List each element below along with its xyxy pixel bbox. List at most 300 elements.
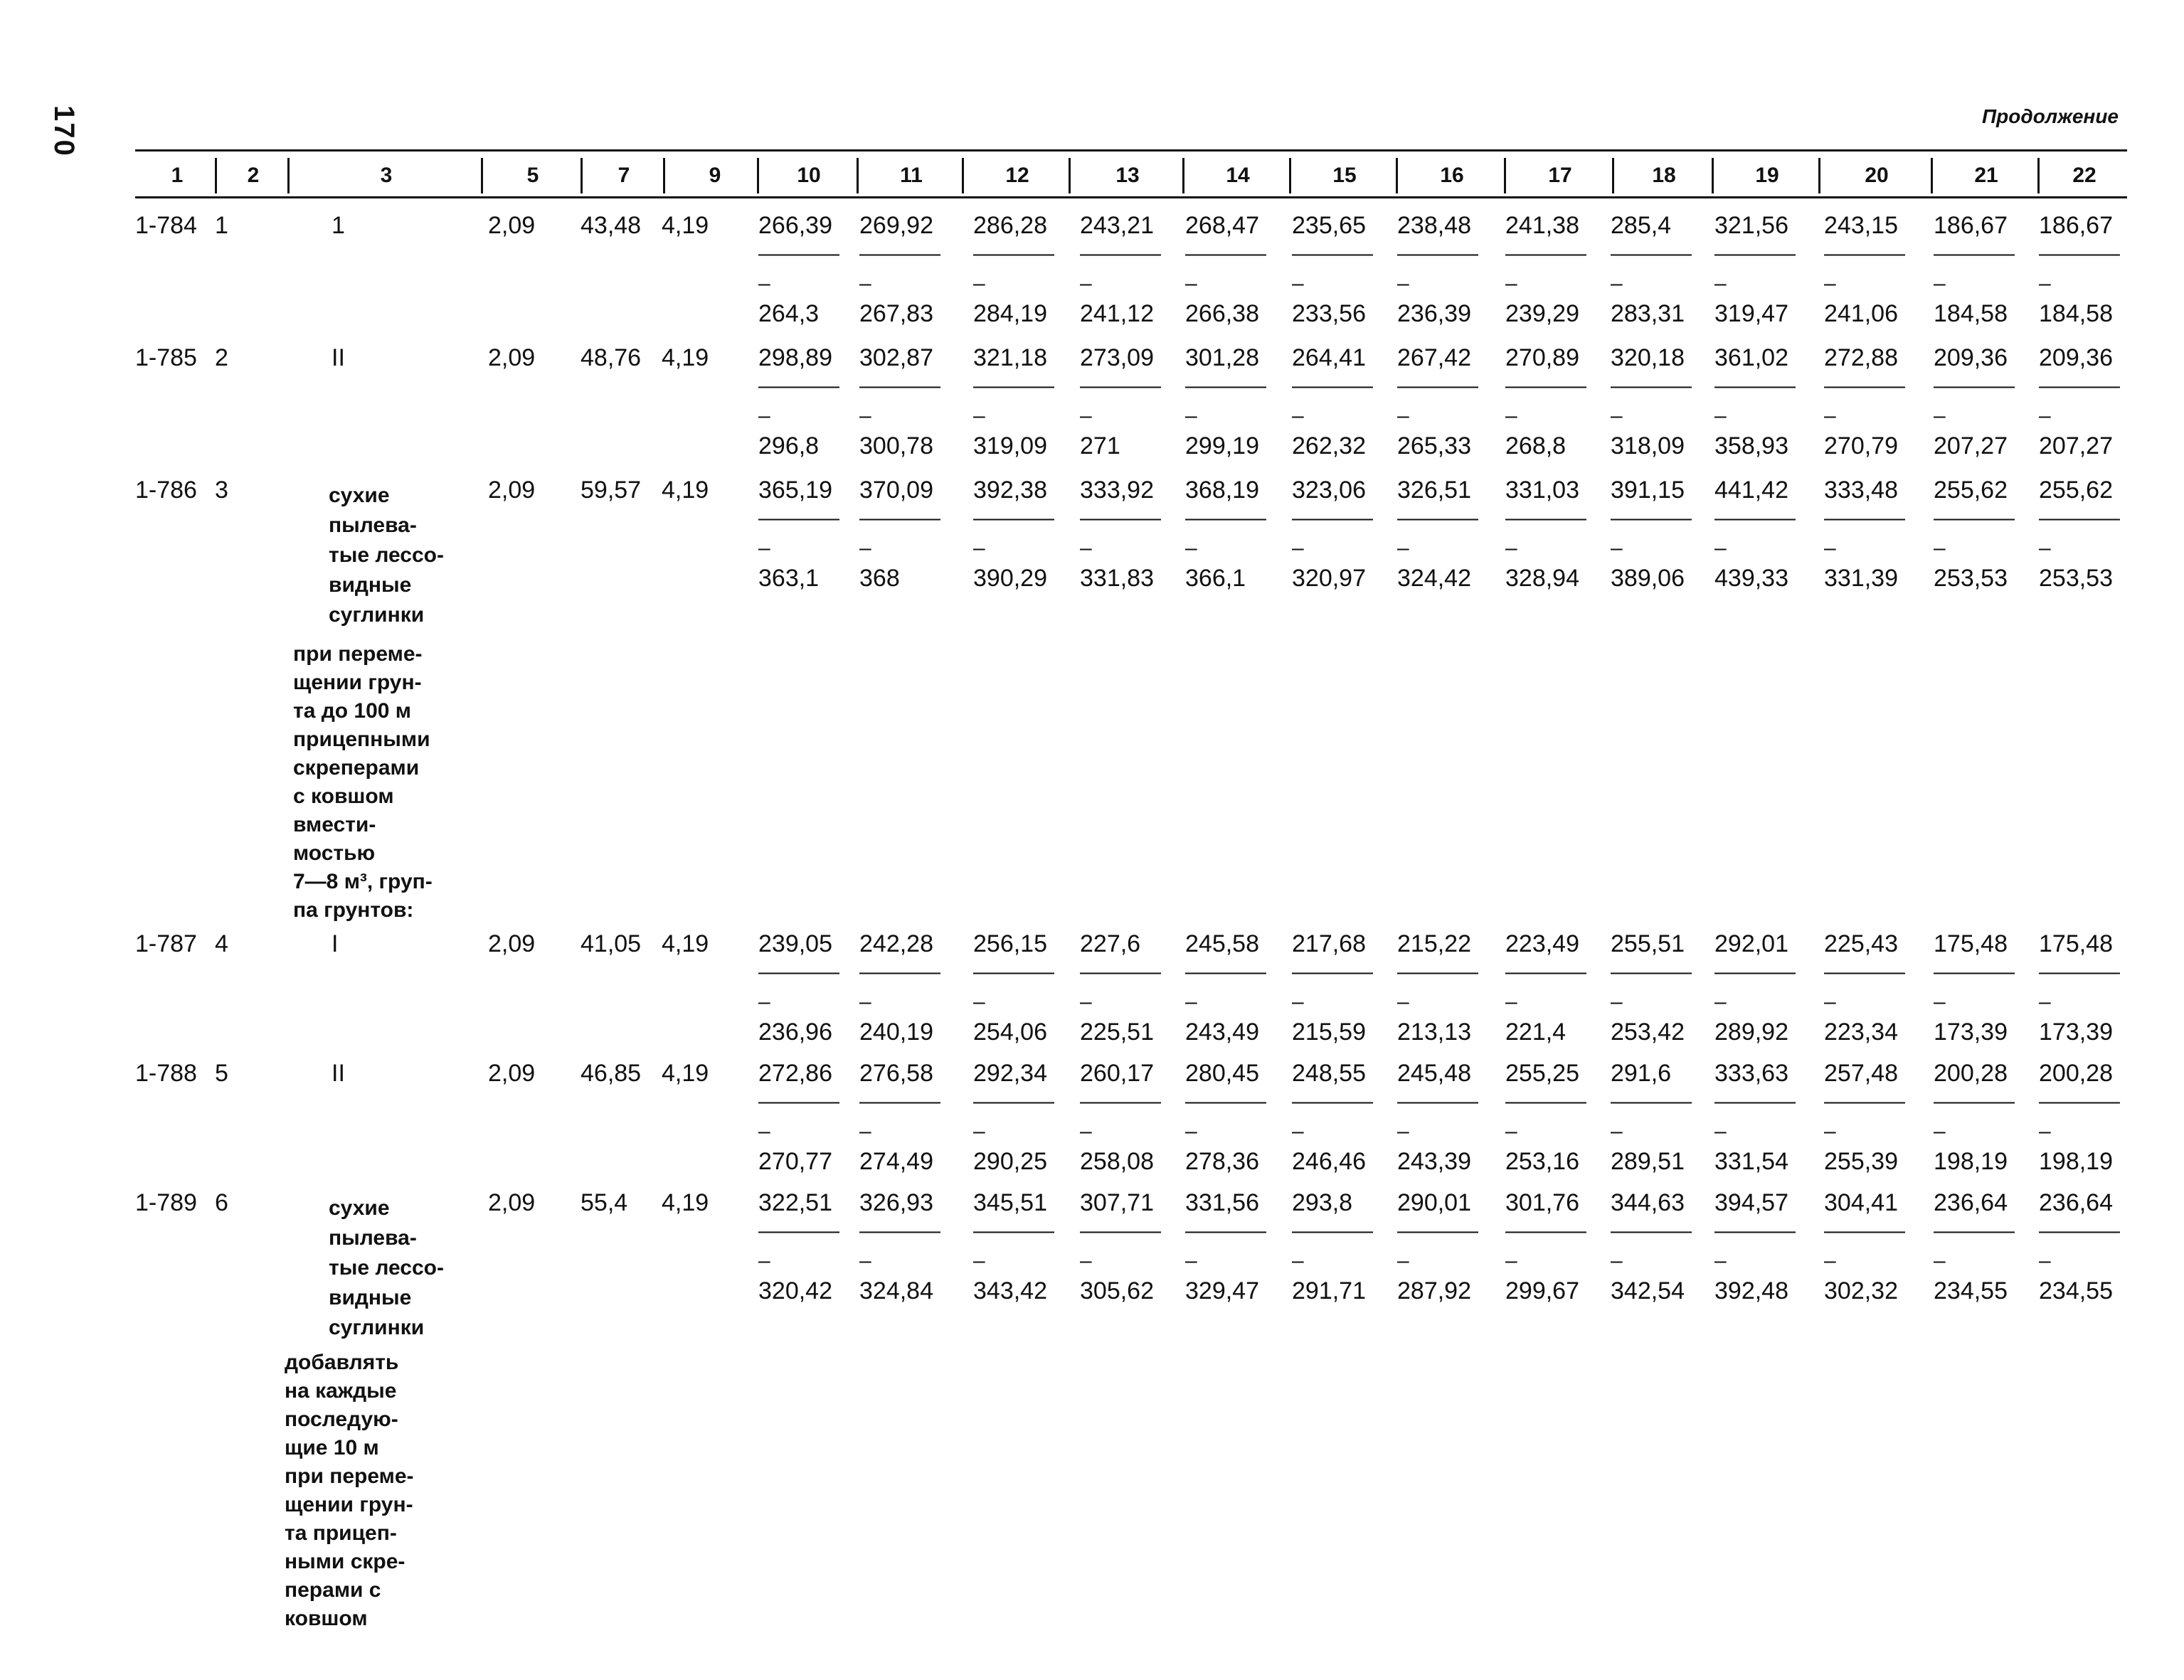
fraction-bar: ———— — [1824, 1219, 1904, 1243]
header-col-2: 2 — [215, 158, 290, 193]
price-top: 256,15 — [973, 930, 1047, 957]
fraction-bar: ———— — [1185, 506, 1265, 530]
price-bottom: 268,8 — [1505, 432, 1567, 459]
price-top: 236,64 — [1934, 1189, 2008, 1216]
fraction-bar: ———— — [1611, 506, 1690, 530]
price-top: 209,36 — [2039, 344, 2113, 371]
price-bottom: 253,53 — [1934, 565, 2008, 592]
fraction-bar: ———— — [1397, 242, 1477, 265]
price-bottom: 363,1 — [758, 565, 820, 592]
fraction-dash: – — [1611, 990, 1623, 1014]
price-bottom: 320,97 — [1292, 565, 1366, 592]
price-top: 209,36 — [1934, 344, 2008, 371]
col-7-value: 55,4 — [581, 1189, 628, 1216]
fraction-bar: ———— — [973, 506, 1053, 530]
price-bottom: 284,19 — [973, 300, 1047, 327]
header-col-13: 13 — [1069, 158, 1184, 193]
header-col-7: 7 — [581, 158, 665, 193]
row-code: 1-786 — [135, 477, 197, 504]
row-number: 2 — [215, 344, 228, 371]
row-group: II — [332, 344, 345, 371]
fraction-bar: ———— — [1824, 506, 1904, 530]
fraction-bar: ———— — [758, 374, 838, 398]
price-bottom: 324,42 — [1397, 565, 1471, 592]
price-top: 243,15 — [1824, 212, 1898, 239]
fraction-bar: ———— — [1714, 1219, 1794, 1243]
price-top: 217,68 — [1292, 930, 1366, 957]
fraction-dash: – — [859, 272, 871, 295]
fraction-bar: ———— — [1505, 242, 1585, 265]
fraction-dash: – — [1934, 1249, 1946, 1272]
fraction-dash: – — [1505, 536, 1517, 560]
fraction-bar: ———— — [1292, 960, 1372, 984]
col-5-value: 2,09 — [488, 344, 536, 371]
price-top: 264,41 — [1292, 344, 1366, 371]
row-number: 3 — [215, 477, 228, 504]
fraction-dash: – — [758, 272, 770, 295]
fraction-bar: ———— — [1080, 374, 1160, 398]
header-col-9: 9 — [663, 158, 765, 193]
fraction-bar: ———— — [1714, 1090, 1794, 1113]
price-top: 245,48 — [1397, 1060, 1471, 1087]
price-top: 286,28 — [973, 212, 1047, 239]
price-bottom: 265,33 — [1397, 432, 1471, 459]
header-col-15: 15 — [1289, 158, 1398, 193]
price-top: 215,22 — [1397, 930, 1471, 957]
fraction-dash: – — [1611, 1249, 1623, 1272]
fraction-dash: – — [1185, 536, 1197, 560]
page-number: 170 — [48, 105, 80, 157]
header-col-17: 17 — [1504, 158, 1614, 193]
fraction-bar: ———— — [973, 1219, 1053, 1243]
price-bottom: 233,56 — [1292, 300, 1366, 327]
fraction-dash: – — [1292, 404, 1304, 427]
fraction-bar: ———— — [1292, 374, 1372, 398]
price-bottom: 253,53 — [2039, 565, 2113, 592]
row-number: 4 — [215, 930, 228, 957]
continuation-label: Продолжение — [1982, 105, 2119, 127]
price-top: 238,48 — [1397, 212, 1471, 239]
fraction-bar: ———— — [2039, 1090, 2119, 1113]
price-top: 292,01 — [1714, 930, 1788, 957]
price-bottom: 207,27 — [2039, 432, 2113, 459]
fraction-dash: – — [859, 990, 871, 1014]
price-top: 242,28 — [859, 930, 933, 957]
fraction-bar: ———— — [758, 1090, 838, 1113]
fraction-dash: – — [1714, 1120, 1727, 1143]
price-bottom: 320,42 — [758, 1277, 832, 1304]
fraction-dash: – — [1611, 536, 1623, 560]
fraction-bar: ———— — [1185, 960, 1265, 984]
price-bottom: 234,55 — [1934, 1277, 2008, 1304]
price-top: 298,89 — [758, 344, 832, 371]
col-5-value: 2,09 — [488, 930, 536, 957]
price-bottom: 184,58 — [2039, 300, 2113, 327]
price-top: 301,28 — [1185, 344, 1259, 371]
fraction-bar: ———— — [1714, 960, 1794, 984]
price-bottom: 390,29 — [973, 565, 1047, 592]
row-group: 1 — [332, 212, 345, 239]
fraction-bar: ———— — [859, 242, 939, 265]
fraction-dash: – — [2039, 1249, 2051, 1272]
fraction-dash: – — [1611, 1120, 1623, 1143]
price-top: 266,39 — [758, 212, 832, 239]
fraction-bar: ———— — [1611, 1219, 1690, 1243]
price-top: 255,62 — [2039, 477, 2113, 504]
fraction-dash: – — [1292, 272, 1304, 295]
fraction-bar: ———— — [1185, 1219, 1265, 1243]
fraction-dash: – — [758, 404, 770, 427]
fraction-bar: ———— — [1611, 374, 1690, 398]
price-top: 326,93 — [859, 1189, 933, 1216]
fraction-dash: – — [1185, 1120, 1197, 1143]
col-9-value: 4,19 — [662, 344, 709, 371]
price-bottom: 287,92 — [1397, 1277, 1471, 1304]
col-5-value: 2,09 — [488, 477, 536, 504]
fraction-dash: – — [1080, 990, 1092, 1014]
fraction-bar: ———— — [1934, 506, 2013, 530]
price-bottom: 342,54 — [1611, 1277, 1685, 1304]
fraction-bar: ———— — [1185, 374, 1265, 398]
fraction-bar: ———— — [2039, 242, 2119, 265]
price-top: 269,92 — [859, 212, 933, 239]
price-bottom: 243,49 — [1185, 1019, 1259, 1046]
fraction-dash: – — [1824, 1120, 1836, 1143]
fraction-bar: ———— — [1611, 1090, 1690, 1113]
fraction-dash: – — [2039, 536, 2051, 560]
price-bottom: 331,83 — [1080, 565, 1154, 592]
fraction-bar: ———— — [758, 1219, 838, 1243]
fraction-bar: ———— — [1934, 1219, 2013, 1243]
fraction-dash: – — [1185, 272, 1197, 295]
header-col-21: 21 — [1931, 158, 2040, 193]
row-number: 1 — [215, 212, 228, 239]
price-bottom: 223,34 — [1824, 1019, 1898, 1046]
col-9-value: 4,19 — [662, 1060, 709, 1087]
price-bottom: 262,32 — [1292, 432, 1366, 459]
price-bottom: 241,12 — [1080, 300, 1154, 327]
row-code: 1-787 — [135, 930, 197, 957]
price-bottom: 274,49 — [859, 1148, 933, 1175]
col-7-value: 41,05 — [581, 930, 642, 957]
fraction-bar: ———— — [1934, 242, 2013, 265]
fraction-bar: ———— — [1714, 242, 1794, 265]
fraction-dash: – — [1080, 1249, 1092, 1272]
price-bottom: 318,09 — [1611, 432, 1685, 459]
price-bottom: 331,39 — [1824, 565, 1898, 592]
fraction-bar: ———— — [1714, 374, 1794, 398]
note-section-2: добавлять на каждые последую- щие 10 м при переме- щении грун- та прицеп- ными скре- перами с ковшом — [285, 1351, 414, 1630]
price-top: 321,18 — [973, 344, 1047, 371]
fraction-dash: – — [1505, 272, 1517, 295]
price-bottom: 236,96 — [758, 1019, 832, 1046]
price-top: 225,43 — [1824, 930, 1898, 957]
fraction-dash: – — [758, 536, 770, 560]
price-bottom: 221,4 — [1505, 1019, 1567, 1046]
price-top: 241,38 — [1505, 212, 1579, 239]
fraction-bar: ———— — [973, 374, 1053, 398]
price-bottom: 331,54 — [1714, 1148, 1788, 1175]
fraction-dash: – — [1505, 404, 1517, 427]
price-top: 331,56 — [1185, 1189, 1259, 1216]
fraction-dash: – — [1824, 272, 1836, 295]
fraction-dash: – — [758, 1249, 770, 1272]
fraction-dash: – — [1934, 272, 1946, 295]
fraction-dash: – — [1934, 1120, 1946, 1143]
price-top: 267,42 — [1397, 344, 1471, 371]
price-bottom: 255,39 — [1824, 1148, 1898, 1175]
price-top: 175,48 — [1934, 930, 2008, 957]
fraction-bar: ———— — [1292, 506, 1372, 530]
fraction-dash: – — [1714, 404, 1727, 427]
price-top: 392,38 — [973, 477, 1047, 504]
price-top: 200,28 — [2039, 1060, 2113, 1087]
price-bottom: 299,67 — [1505, 1277, 1579, 1304]
fraction-dash: – — [1397, 1249, 1409, 1272]
fraction-bar: ———— — [1934, 1090, 2013, 1113]
price-bottom: 271 — [1080, 432, 1120, 459]
price-bottom: 389,06 — [1611, 565, 1685, 592]
row-code: 1-785 — [135, 344, 197, 371]
col-7-value: 43,48 — [581, 212, 642, 239]
fraction-dash: – — [1824, 1249, 1836, 1272]
price-top: 441,42 — [1714, 477, 1788, 504]
header-col-16: 16 — [1396, 158, 1506, 193]
fraction-dash: – — [758, 1120, 770, 1143]
price-bottom: 368 — [859, 565, 900, 592]
price-bottom: 253,16 — [1505, 1148, 1579, 1175]
price-top: 365,19 — [758, 477, 832, 504]
price-top: 333,63 — [1714, 1060, 1788, 1087]
fraction-bar: ———— — [859, 506, 939, 530]
price-bottom: 207,27 — [1934, 432, 2008, 459]
price-bottom: 439,33 — [1714, 565, 1788, 592]
price-bottom: 270,77 — [758, 1148, 832, 1175]
price-top: 304,41 — [1824, 1189, 1898, 1216]
fraction-bar: ———— — [1080, 506, 1160, 530]
price-bottom: 366,1 — [1185, 565, 1246, 592]
fraction-bar: ———— — [973, 242, 1053, 265]
price-top: 227,6 — [1080, 930, 1141, 957]
price-top: 255,25 — [1505, 1060, 1579, 1087]
price-top: 307,71 — [1080, 1189, 1154, 1216]
col-9-value: 4,19 — [662, 1189, 709, 1216]
price-bottom: 234,55 — [2039, 1277, 2113, 1304]
price-bottom: 319,47 — [1714, 300, 1788, 327]
price-top: 320,18 — [1611, 344, 1685, 371]
price-bottom: 343,42 — [973, 1277, 1047, 1304]
price-top: 326,51 — [1397, 477, 1471, 504]
price-top: 293,8 — [1292, 1189, 1353, 1216]
price-top: 291,6 — [1611, 1060, 1672, 1087]
row-group: сухие пылева- тые лессо- видные суглинки — [329, 1196, 444, 1339]
fraction-dash: – — [758, 990, 770, 1014]
row-number: 6 — [215, 1189, 228, 1216]
price-top: 290,01 — [1397, 1189, 1471, 1216]
fraction-dash: – — [1714, 272, 1727, 295]
price-bottom: 278,36 — [1185, 1148, 1259, 1175]
fraction-dash: – — [859, 536, 871, 560]
fraction-bar: ———— — [1611, 242, 1690, 265]
col-7-value: 46,85 — [581, 1060, 642, 1087]
price-bottom: 358,93 — [1714, 432, 1788, 459]
fraction-bar: ———— — [1505, 374, 1585, 398]
price-top: 257,48 — [1824, 1060, 1898, 1087]
price-top: 344,63 — [1611, 1189, 1685, 1216]
fraction-dash: – — [1292, 990, 1304, 1014]
price-top: 368,19 — [1185, 477, 1259, 504]
fraction-dash: – — [973, 272, 985, 295]
price-bottom: 319,09 — [973, 432, 1047, 459]
price-top: 302,87 — [859, 344, 933, 371]
fraction-dash: – — [1824, 536, 1836, 560]
fraction-bar: ———— — [2039, 374, 2119, 398]
price-top: 323,06 — [1292, 477, 1366, 504]
price-bottom: 254,06 — [973, 1019, 1047, 1046]
price-bottom: 299,19 — [1185, 432, 1259, 459]
price-top: 255,51 — [1611, 930, 1685, 957]
fraction-dash: – — [1185, 1249, 1197, 1272]
price-top: 276,58 — [859, 1060, 933, 1087]
fraction-dash: – — [1611, 272, 1623, 295]
fraction-dash: – — [2039, 990, 2051, 1014]
fraction-bar: ———— — [1505, 506, 1585, 530]
price-top: 331,03 — [1505, 477, 1579, 504]
fraction-dash: – — [1934, 536, 1946, 560]
fraction-dash: – — [973, 404, 985, 427]
fraction-bar: ———— — [859, 960, 939, 984]
header-col-1: 1 — [171, 164, 184, 187]
price-top: 186,67 — [1934, 212, 2008, 239]
fraction-bar: ———— — [973, 960, 1053, 984]
fraction-bar: ———— — [973, 1090, 1053, 1113]
price-top: 301,76 — [1505, 1189, 1579, 1216]
fraction-bar: ———— — [1824, 960, 1904, 984]
price-top: 321,56 — [1714, 212, 1788, 239]
fraction-dash: – — [1292, 1120, 1304, 1143]
price-top: 243,21 — [1080, 212, 1154, 239]
price-bottom: 283,31 — [1611, 300, 1685, 327]
price-bottom: 243,39 — [1397, 1148, 1471, 1175]
fraction-dash: – — [859, 1249, 871, 1272]
fraction-bar: ———— — [1292, 1090, 1372, 1113]
fraction-dash: – — [1080, 404, 1092, 427]
price-bottom: 324,84 — [859, 1277, 933, 1304]
fraction-dash: – — [1824, 990, 1836, 1014]
fraction-dash: – — [1934, 990, 1946, 1014]
price-top: 292,34 — [973, 1060, 1047, 1087]
fraction-bar: ———— — [1397, 960, 1477, 984]
fraction-dash: – — [1397, 272, 1409, 295]
price-bottom: 291,71 — [1292, 1277, 1366, 1304]
header-col-14: 14 — [1182, 158, 1291, 193]
fraction-dash: – — [1714, 1249, 1727, 1272]
fraction-bar: ———— — [1080, 242, 1160, 265]
price-top: 345,51 — [973, 1189, 1047, 1216]
price-bottom: 173,39 — [2039, 1019, 2113, 1046]
fraction-dash: – — [1505, 990, 1517, 1014]
fraction-bar: ———— — [1397, 1090, 1477, 1113]
price-bottom: 253,42 — [1611, 1019, 1685, 1046]
fraction-bar: ———— — [1292, 1219, 1372, 1243]
header-col-18: 18 — [1612, 158, 1714, 193]
price-bottom: 241,06 — [1824, 300, 1898, 327]
fraction-bar: ———— — [2039, 506, 2119, 530]
price-bottom: 305,62 — [1080, 1277, 1154, 1304]
price-top: 248,55 — [1292, 1060, 1366, 1087]
price-top: 361,02 — [1714, 344, 1788, 371]
header-col-5: 5 — [481, 158, 583, 193]
price-bottom: 302,32 — [1824, 1277, 1898, 1304]
price-bottom: 266,38 — [1185, 300, 1259, 327]
price-top: 370,09 — [859, 477, 933, 504]
row-group: сухие пылева- тые лессо- видные суглинки — [329, 484, 444, 627]
fraction-dash: – — [1080, 1120, 1092, 1143]
fraction-bar: ———— — [859, 1090, 939, 1113]
fraction-bar: ———— — [1185, 1090, 1265, 1113]
fraction-dash: – — [973, 990, 985, 1014]
fraction-bar: ———— — [1824, 242, 1904, 265]
fraction-bar: ———— — [758, 242, 838, 265]
fraction-bar: ———— — [758, 960, 838, 984]
fraction-bar: ———— — [758, 506, 838, 530]
col-5-value: 2,09 — [488, 1060, 536, 1087]
price-top: 391,15 — [1611, 477, 1685, 504]
col-5-value: 2,09 — [488, 1189, 536, 1216]
fraction-bar: ———— — [859, 374, 939, 398]
fraction-bar: ———— — [1080, 960, 1160, 984]
fraction-bar: ———— — [1505, 1090, 1585, 1113]
price-top: 333,48 — [1824, 477, 1898, 504]
fraction-dash: – — [2039, 272, 2051, 295]
row-group: I — [332, 930, 339, 957]
col-7-value: 48,76 — [581, 344, 642, 371]
header-col-3: 3 — [287, 158, 483, 193]
fraction-dash: – — [1397, 536, 1409, 560]
row-code: 1-789 — [135, 1189, 197, 1216]
price-top: 394,57 — [1714, 1189, 1788, 1216]
row-number: 5 — [215, 1060, 228, 1087]
price-bottom: 270,79 — [1824, 432, 1898, 459]
price-top: 223,49 — [1505, 930, 1579, 957]
fraction-bar: ———— — [1934, 374, 2013, 398]
price-bottom: 239,29 — [1505, 300, 1579, 327]
price-bottom: 290,25 — [973, 1148, 1047, 1175]
price-top: 270,89 — [1505, 344, 1579, 371]
fraction-dash: – — [1824, 404, 1836, 427]
fraction-dash: – — [1185, 990, 1197, 1014]
price-bottom: 300,78 — [859, 432, 933, 459]
fraction-bar: ———— — [1185, 242, 1265, 265]
fraction-dash: – — [1080, 536, 1092, 560]
row-code: 1-788 — [135, 1060, 197, 1087]
note-section-1: при переме- щении грун- та до 100 м прицепными скреперами с ковшом вмести- мостью 7—8 м³, груп- па грунтов: — [293, 642, 433, 922]
price-bottom: 198,19 — [1934, 1148, 2008, 1175]
price-bottom: 213,13 — [1397, 1019, 1471, 1046]
price-top: 200,28 — [1934, 1060, 2008, 1087]
price-bottom: 296,8 — [758, 432, 820, 459]
fraction-dash: – — [2039, 1120, 2051, 1143]
col-9-value: 4,19 — [662, 930, 709, 957]
price-bottom: 289,51 — [1611, 1148, 1685, 1175]
fraction-bar: ———— — [1080, 1090, 1160, 1113]
price-top: 239,05 — [758, 930, 832, 957]
fraction-bar: ———— — [1824, 374, 1904, 398]
header-col-19: 19 — [1712, 158, 1820, 193]
header-col-22: 22 — [2037, 158, 2129, 193]
price-top: 273,09 — [1080, 344, 1154, 371]
header-bottom-rule — [135, 196, 2127, 198]
